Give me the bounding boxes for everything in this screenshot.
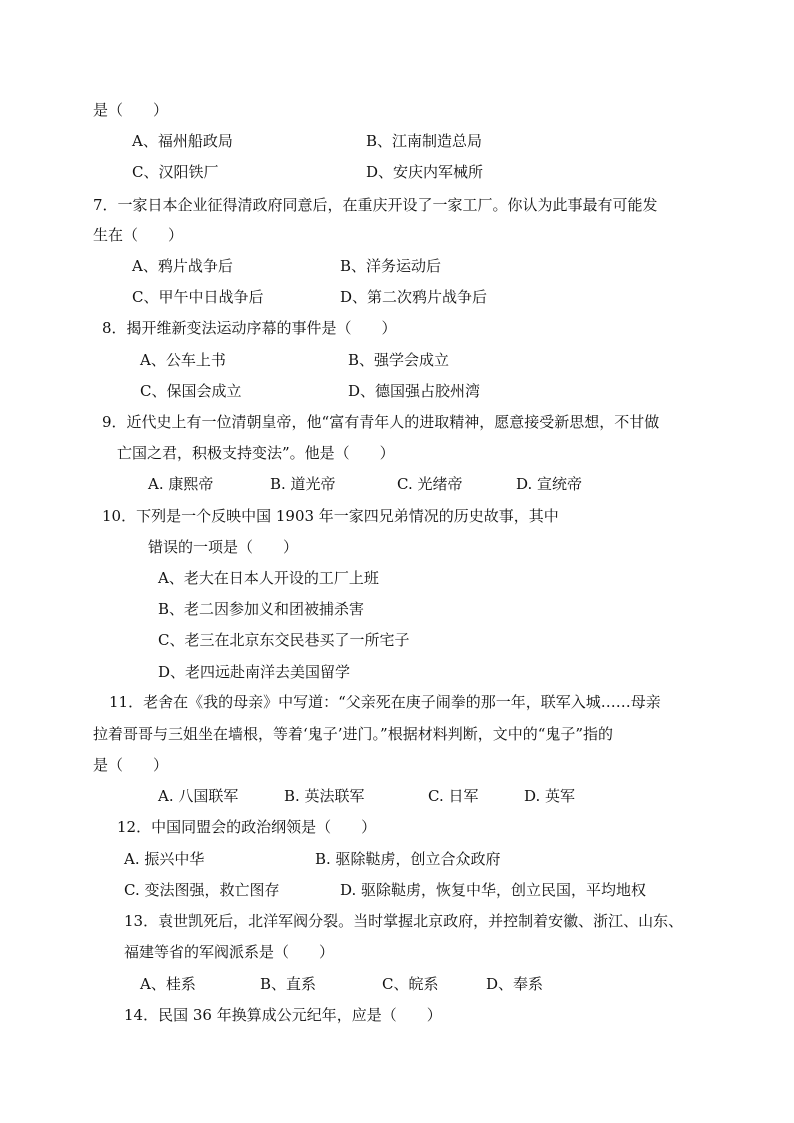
q8-option-a[interactable]: A、公车上书 [140,351,226,369]
q7-option-c[interactable]: C、甲午中日战争后 [132,288,264,306]
q13-option-d[interactable]: D、奉系 [486,975,544,993]
q11-stem-end: 是（ ） [93,756,169,774]
q6-option-c[interactable]: C、汉阳铁厂 [132,163,219,181]
q7-option-b[interactable]: B、洋务运动后 [340,257,442,275]
q11-stem-cont: 拉着哥哥与三姐坐在墙根，等着‘鬼子’进门。”根据材料判断，文中的“鬼子”指的 [93,725,614,743]
q6-option-a[interactable]: A、福州船政局 [132,132,233,150]
q8-option-c[interactable]: C、保国会成立 [140,382,242,400]
q9-option-d[interactable]: D. 宣统帝 [516,475,583,493]
q11-option-c[interactable]: C. 日军 [428,787,479,805]
q13-stem-cont: 福建等省的军阀派系是（ ） [124,943,335,961]
q11-stem: 11．老舍在《我的母亲》中写道：“父亲死在庚子闹拳的那一年，联军入城……母亲 [109,693,661,711]
q12-option-d[interactable]: D. 驱除鞑虏，恢复中华，创立民国，平均地权 [340,881,647,899]
q6-stem-end: 是（ ） [93,101,169,119]
q13-option-a[interactable]: A、桂系 [140,975,196,993]
q6-option-b[interactable]: B、江南制造总局 [366,132,483,150]
q9-option-a[interactable]: A. 康熙帝 [148,475,214,493]
q12-option-a[interactable]: A. 振兴中华 [124,850,205,868]
q10-stem: 10．下列是一个反映中国 1903 年一家四兄弟情况的历史故事，其中 [102,507,559,525]
q8-option-b[interactable]: B、强学会成立 [348,351,450,369]
q10-option-a[interactable]: A、老大在日本人开设的工厂上班 [158,569,379,587]
q9-stem: 9．近代史上有一位清朝皇帝，他“富有青年人的进取精神，愿意接受新思想，不甘做 [102,413,660,431]
q13-option-c[interactable]: C、皖系 [382,975,439,993]
q7-option-d[interactable]: D、第二次鸦片战争后 [340,288,488,306]
q11-option-d[interactable]: D. 英军 [524,787,576,805]
q11-option-a[interactable]: A. 八国联军 [158,787,239,805]
q10-option-b[interactable]: B、老二因参加义和团被捕杀害 [158,600,365,618]
q14-stem: 14．民国 36 年换算成公元纪年，应是（ ） [124,1006,442,1024]
q13-stem: 13．袁世凯死后，北洋军阀分裂。当时掌握北京政府，并控制着安徽、浙江、山东、 [124,912,684,930]
q12-stem: 12．中国同盟会的政治纲领是（ ） [117,818,377,836]
q11-option-b[interactable]: B. 英法联军 [284,787,365,805]
q13-option-b[interactable]: B、直系 [260,975,317,993]
q8-stem: 8．揭开维新变法运动序幕的事件是（ ） [102,319,397,337]
q7-stem-cont: 生在（ ） [93,226,184,244]
q12-option-c[interactable]: C. 变法图强，救亡图存 [124,881,280,899]
q7-option-a[interactable]: A、鸦片战争后 [132,257,233,275]
q10-option-d[interactable]: D、老四远赴南洋去美国留学 [158,663,351,681]
q6-option-d[interactable]: D、安庆内军械所 [366,163,484,181]
q9-option-b[interactable]: B. 道光帝 [270,475,336,493]
q10-stem-cont: 错误的一项是（ ） [148,538,299,556]
q12-option-b[interactable]: B. 驱除鞑虏，创立合众政府 [315,850,501,868]
q10-option-c[interactable]: C、老三在北京东交民巷买了一所宅子 [158,631,410,649]
q9-option-c[interactable]: C. 光绪帝 [397,475,463,493]
q8-option-d[interactable]: D、德国强占胶州湾 [348,382,481,400]
q9-stem-cont: 亡国之君，积极支持变法”。他是（ ） [117,444,395,462]
q7-stem: 7．一家日本企业征得清政府同意后，在重庆开设了一家工厂。你认为此事最有可能发 [93,196,658,214]
